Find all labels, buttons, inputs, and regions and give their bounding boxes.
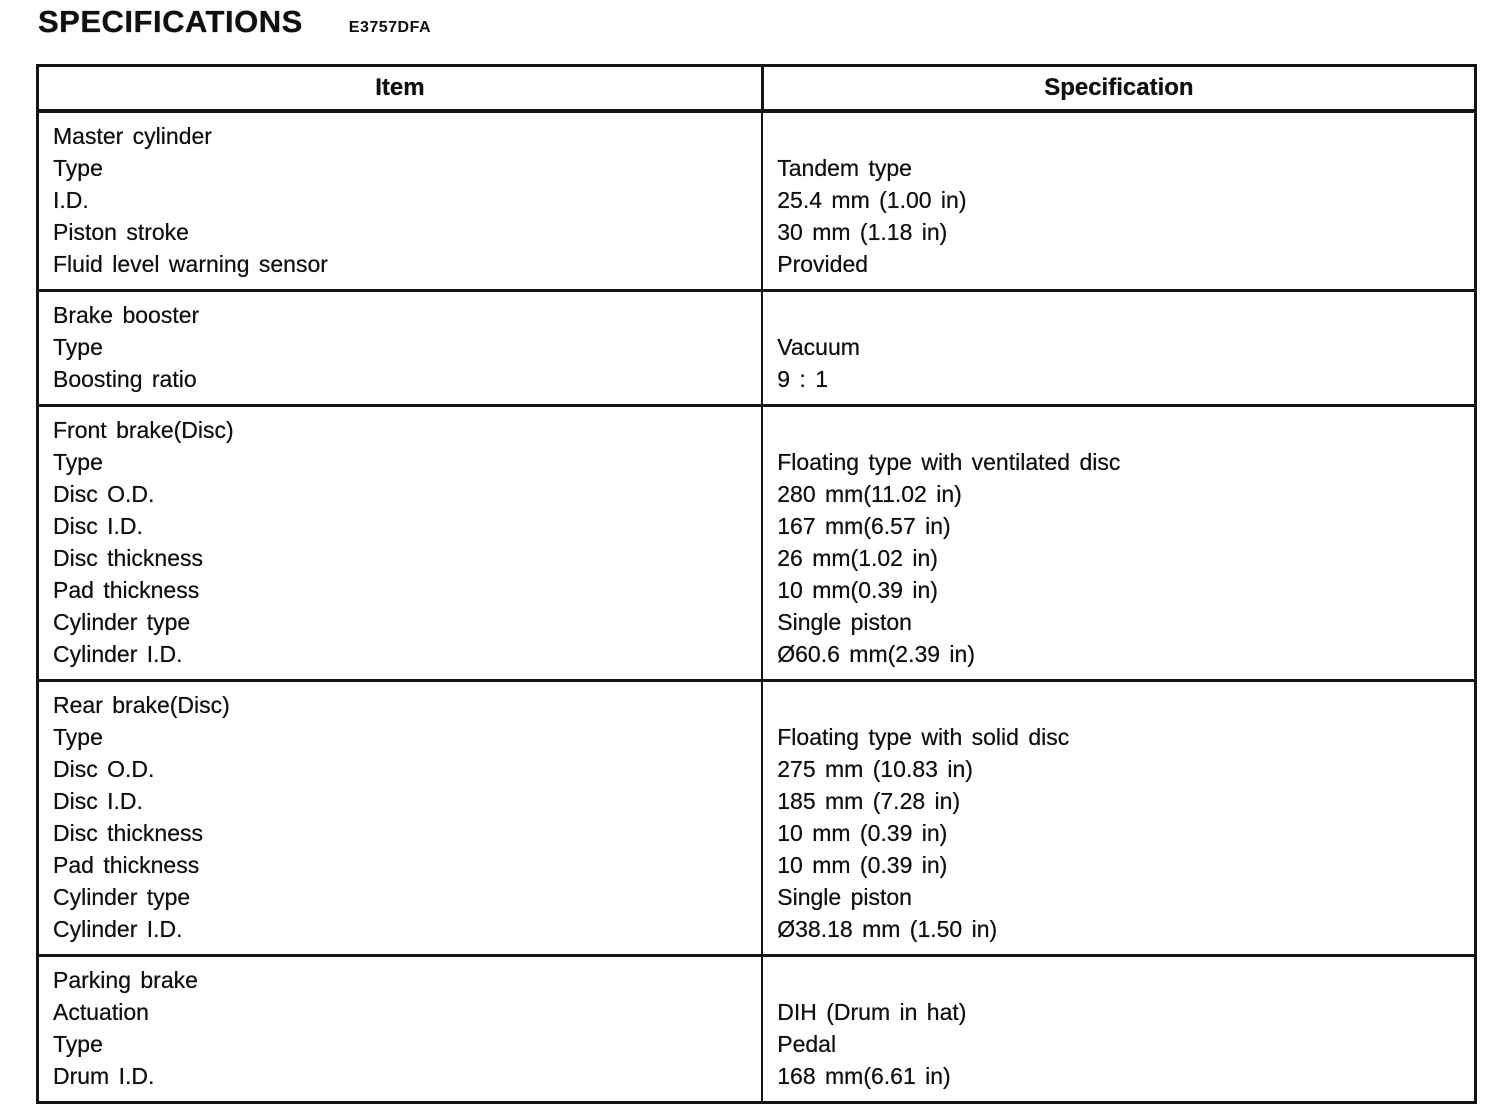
spec-line: Provided <box>777 251 869 277</box>
item-line: Fluid level warning sensor <box>53 251 328 277</box>
item-line: I.D. <box>53 187 89 213</box>
spec-line: Pedal <box>777 1031 837 1057</box>
spec-line: 10 mm(0.39 in) <box>777 577 938 603</box>
spec-line: 25.4 mm (1.00 in) <box>777 187 967 213</box>
item-line: Type <box>53 449 103 475</box>
spec-line: 30 mm (1.18 in) <box>777 219 948 245</box>
page-title: SPECIFICATIONS <box>38 4 303 39</box>
spec-line <box>777 689 1460 721</box>
item-line: Piston stroke <box>53 219 189 245</box>
spec-line: 168 mm(6.61 in) <box>777 1063 951 1089</box>
item-cell <box>38 111 763 291</box>
item-line: Cylinder type <box>53 609 191 635</box>
spec-section-row <box>38 956 1476 1103</box>
column-header-item: Item <box>38 66 763 112</box>
item-line: Disc I.D. <box>53 513 143 539</box>
item-line: Type <box>53 334 103 360</box>
column-header-specification: Specification <box>762 66 1475 112</box>
spec-line: Floating type with solid disc <box>777 724 1070 750</box>
spec-line: 26 mm(1.02 in) <box>777 545 938 571</box>
spec-line: Ø38.18 mm (1.50 in) <box>777 916 998 942</box>
item-line: Drum I.D. <box>53 1063 155 1089</box>
spec-line: 275 mm (10.83 in) <box>777 756 973 782</box>
spec-cell <box>762 291 1475 406</box>
item-line: Disc O.D. <box>53 481 155 507</box>
item-cell <box>38 406 763 681</box>
item-line: Pad thickness <box>53 577 200 603</box>
item-line: Actuation <box>53 999 149 1025</box>
spec-line <box>777 964 1460 996</box>
item-line: Type <box>53 724 103 750</box>
item-line: Brake booster <box>53 302 200 328</box>
item-line: Cylinder I.D. <box>53 916 183 942</box>
header-row <box>38 66 1476 112</box>
spec-line <box>777 120 1460 152</box>
item-cell <box>38 956 763 1103</box>
item-line: Cylinder type <box>53 884 191 910</box>
item-line: Type <box>53 155 103 181</box>
item-line: Pad thickness <box>53 852 200 878</box>
spec-section-row <box>38 681 1476 956</box>
item-line: Cylinder I.D. <box>53 641 183 667</box>
item-line: Parking brake <box>53 967 198 993</box>
spec-cell <box>762 406 1475 681</box>
item-line: Type <box>53 1031 103 1057</box>
item-line: Master cylinder <box>53 123 212 149</box>
doc-code: E3757DFA <box>348 19 432 36</box>
spec-line: 167 mm(6.57 in) <box>777 513 951 539</box>
spec-line: Single piston <box>777 609 912 635</box>
item-line: Front brake(Disc) <box>53 417 234 443</box>
spec-line: 185 mm (7.28 in) <box>777 788 961 814</box>
spec-line: Ø60.6 mm(2.39 in) <box>777 641 975 667</box>
spec-cell <box>762 681 1475 956</box>
spec-section-row <box>38 291 1476 406</box>
item-line: Rear brake(Disc) <box>53 692 230 718</box>
item-line: Disc O.D. <box>53 756 155 782</box>
item-cell <box>38 291 763 406</box>
spec-line <box>777 299 1460 331</box>
spec-line: Floating type with ventilated disc <box>777 449 1121 475</box>
spec-cell <box>762 111 1475 291</box>
item-cell <box>38 681 763 956</box>
spec-line: Vacuum <box>777 334 860 360</box>
spec-table <box>36 64 1477 1104</box>
spec-section-row <box>38 111 1476 291</box>
spec-line <box>777 414 1460 446</box>
item-line: Disc I.D. <box>53 788 143 814</box>
spec-line: Tandem type <box>777 155 912 181</box>
spec-cell <box>762 956 1475 1103</box>
spec-line: 280 mm(11.02 in) <box>777 481 962 507</box>
item-line: Boosting ratio <box>53 366 197 392</box>
spec-line: 10 mm (0.39 in) <box>777 820 948 846</box>
item-line: Disc thickness <box>53 820 203 846</box>
spec-line: 10 mm (0.39 in) <box>777 852 948 878</box>
item-line: Disc thickness <box>53 545 203 571</box>
spec-line: 9 : 1 <box>777 366 829 392</box>
spec-line: Single piston <box>777 884 912 910</box>
spec-section-row <box>38 406 1476 681</box>
spec-line: DIH (Drum in hat) <box>777 999 967 1025</box>
document-header <box>38 4 431 40</box>
